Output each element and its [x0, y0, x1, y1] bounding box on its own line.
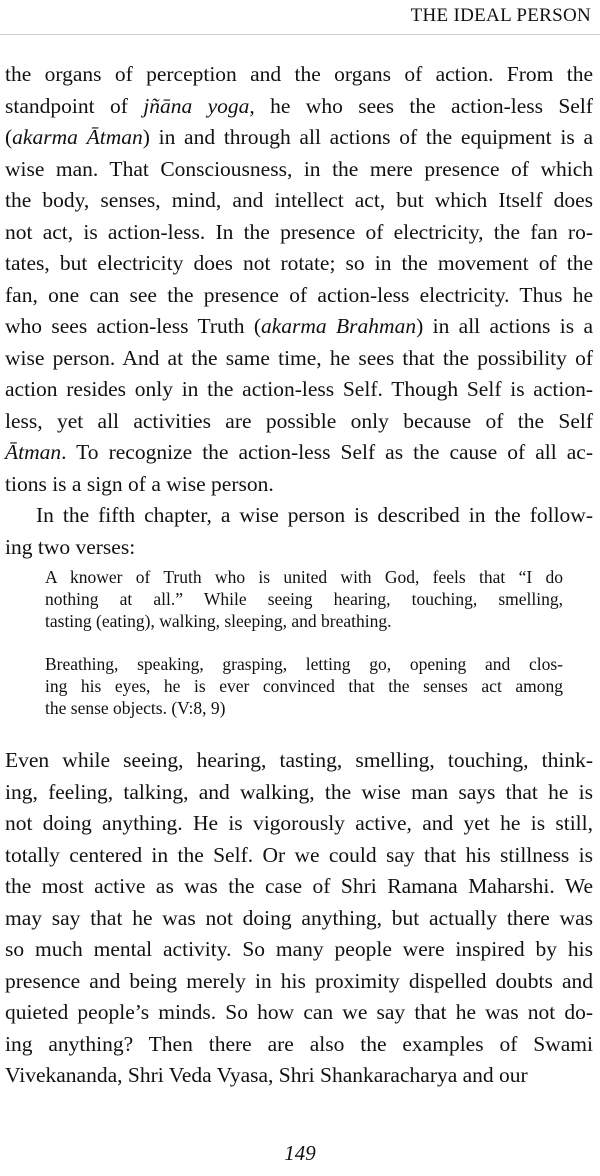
- text-line: (akarma Ātman) in and through all actions of the equipment is a: [5, 125, 593, 149]
- paragraph-1: [5, 59, 593, 500]
- text-line: A knower of Truth who is united with God, feels that “I do: [45, 567, 563, 587]
- text-line: In the fifth chapter, a wise person is described in the follow-: [36, 503, 593, 527]
- text-line: Vivekananda, Shri Veda Vyasa, Shri Shankaracharya and our: [5, 1063, 528, 1087]
- text-line: not doing anything. He is vigorously active, and yet he is still,: [5, 811, 593, 835]
- running-head: THE IDEAL PERSON: [410, 5, 591, 26]
- text-line: so much mental activity. So many people were inspired by his: [5, 937, 593, 961]
- verse-2: [45, 653, 563, 719]
- paragraph-2: [5, 500, 593, 563]
- text-line: fan, one can see the presence of action-less electricity. Thus he: [5, 282, 593, 307]
- text-line: ing anything? Then there are also the examples of Swami: [5, 1031, 593, 1056]
- text-line: the organs of perception and the organs of action. From the: [5, 62, 593, 86]
- text-line: the body, senses, mind, and intellect act, but which Itself does: [5, 188, 593, 212]
- text-line: totally centered in the Self. Or we could say that his stillness is: [5, 842, 593, 867]
- text-line: quieted people’s minds. So how can we say that he was not do-: [5, 1000, 593, 1024]
- text-line: ing, feeling, talking, and walking, the wise man says that he is: [5, 779, 593, 804]
- text-line: Ātman. To recognize the action-less Self as the cause of all ac-: [5, 440, 593, 464]
- text-line: Even while seeing, hearing, tasting, smelling, touching, think-: [5, 748, 593, 772]
- text-line: may say that he was not doing anything, but actually there was: [5, 905, 593, 930]
- text-line: Breathing, speaking, grasping, letting go, opening and clos-: [45, 654, 563, 674]
- text-line: tions is a sign of a wise person.: [5, 471, 274, 496]
- text-line: the sense objects. (V:8, 9): [45, 698, 226, 718]
- text-line: who sees action-less Truth (akarma Brahman) in all actions is a: [5, 314, 594, 338]
- header-rule: [0, 34, 600, 35]
- text-line: tates, but electricity does not rotate; so in the movement of the: [5, 251, 593, 275]
- text-line: wise man. That Consciousness, in the mere presence of which: [5, 156, 593, 181]
- text-line: wise person. And at the same time, he sees that the possibility of: [5, 345, 593, 370]
- text-line: not act, is action-less. In the presence of electricity, the fan ro-: [5, 219, 593, 244]
- page-number: 149: [284, 1141, 316, 1165]
- text-line: nothing at all.” While seeing hearing, touching, smelling,: [45, 589, 563, 609]
- text-line: action resides only in the action-less Self. Though Self is action-: [5, 377, 593, 401]
- verse-1: [45, 566, 563, 632]
- text-line: presence and being merely in his proximity dispelled doubts and: [5, 968, 593, 993]
- text-line: less, yet all activities are possible only because of the Self: [5, 408, 593, 433]
- text-line: standpoint of jñāna yoga, he who sees the action-less Self: [5, 93, 593, 118]
- text-line: ing his eyes, he is ever convinced that the senses act among: [45, 676, 563, 696]
- text-line: the most active as was the case of Shri Ramana Maharshi. We: [5, 874, 593, 898]
- paragraph-3: [5, 745, 593, 1092]
- text-line: ing two verses:: [5, 534, 136, 559]
- text-line: tasting (eating), walking, sleeping, and breathing.: [45, 611, 392, 631]
